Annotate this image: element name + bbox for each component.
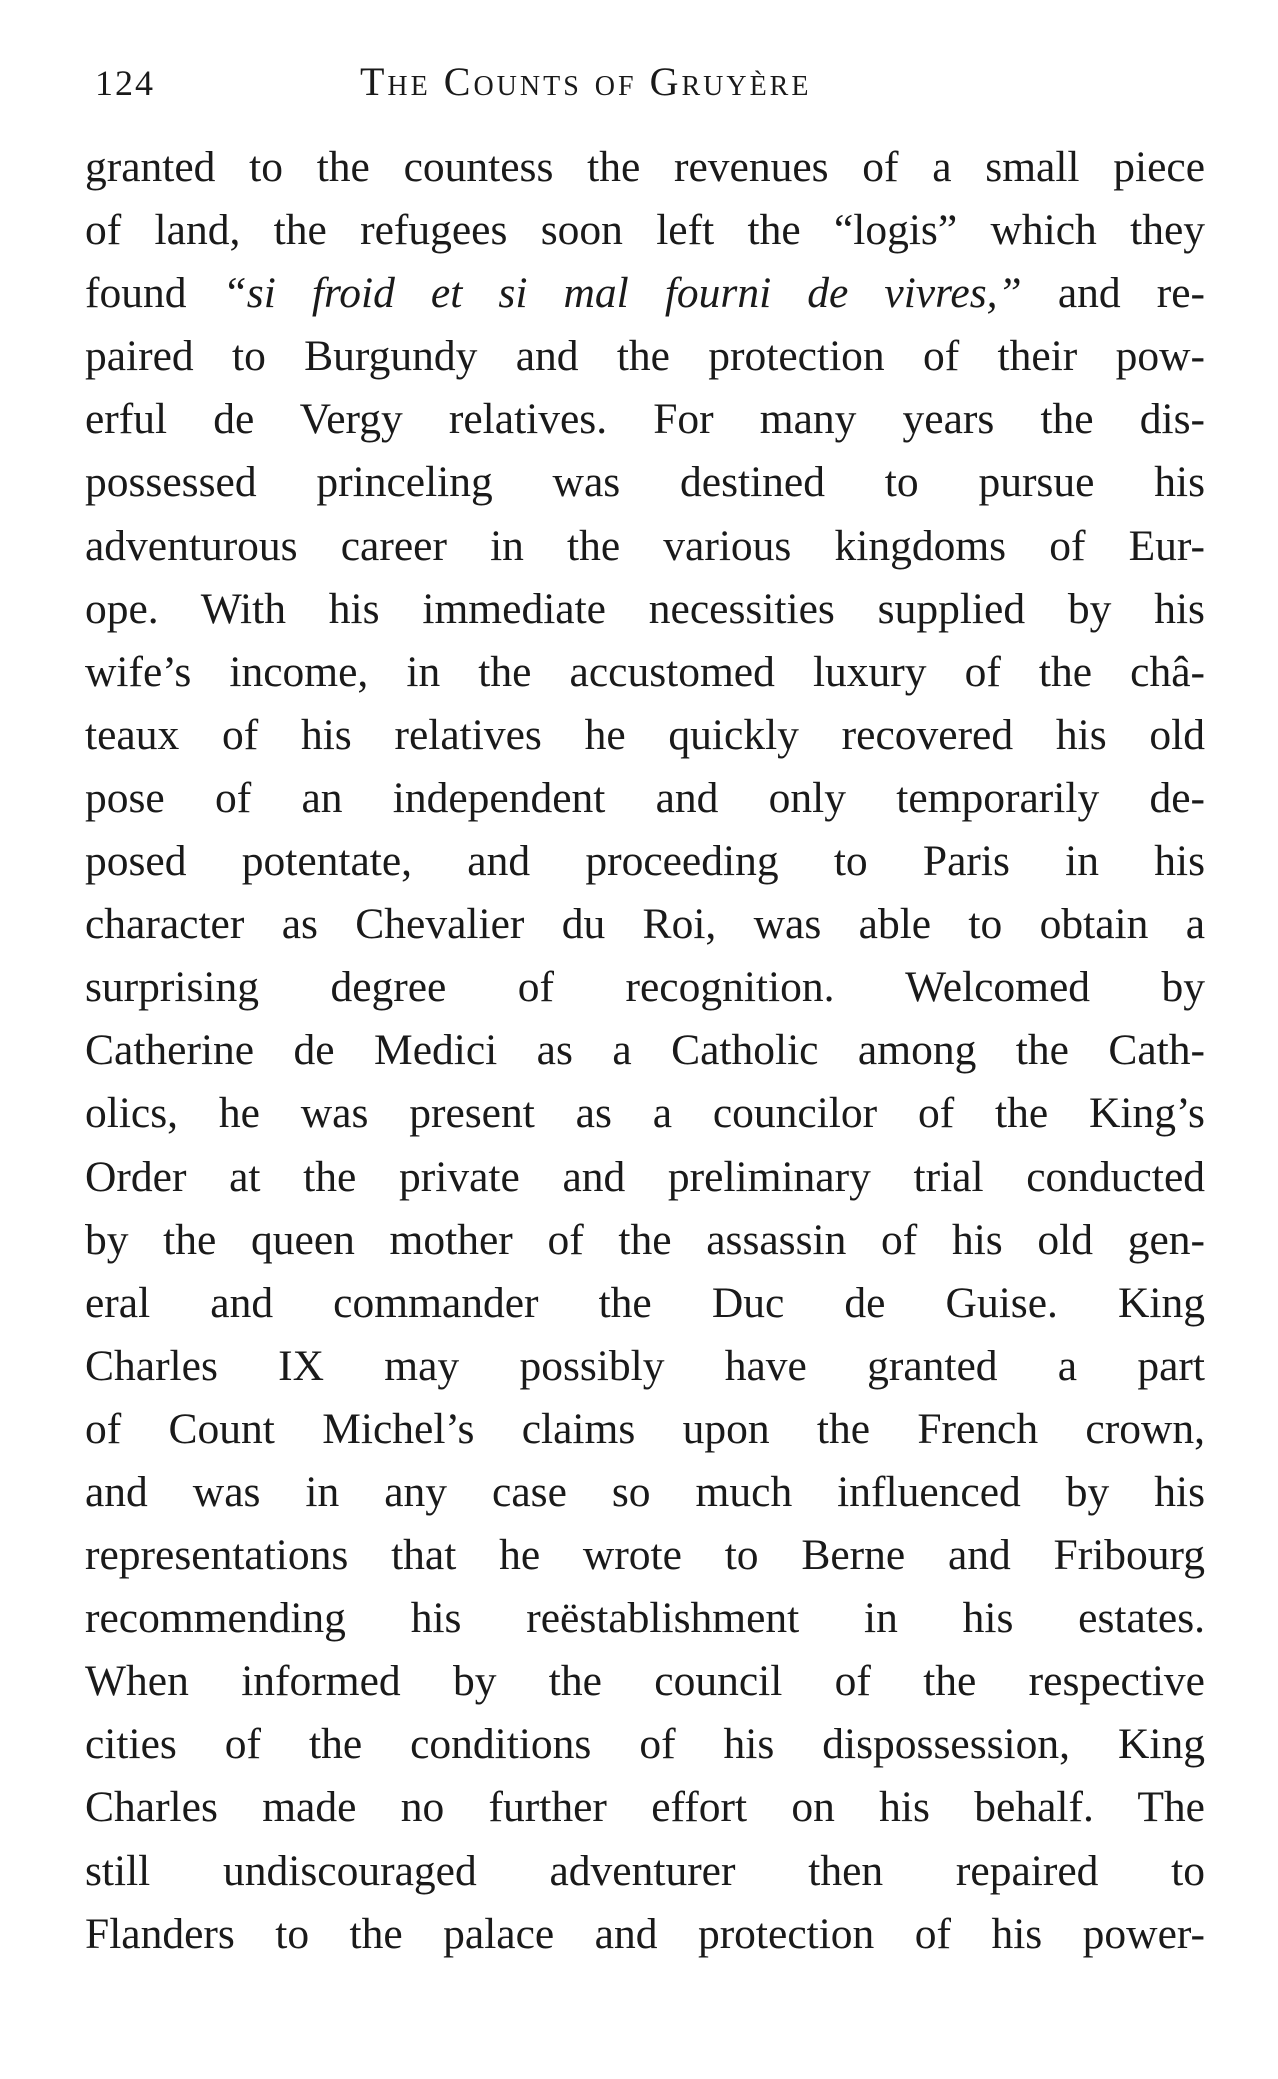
text-line: possessed princeling was destined to pursue his <box>85 458 1205 507</box>
text-line: still undiscouraged adventurer then repaired to <box>85 1846 1205 1895</box>
text-line: by the queen mother of the assassin of his old gen- <box>85 1215 1205 1264</box>
text-line: teaux of his relatives he quickly recovered his old <box>85 710 1205 759</box>
text-line: Charles IX may possibly have granted a part <box>85 1341 1205 1390</box>
text-line: recommending his reëstablishment in his estates. <box>85 1594 1205 1643</box>
text-line: erful de Vergy relatives. For many years the dis- <box>85 395 1205 444</box>
italic-quotation: “si froid et si mal fourni de vivres,” <box>222 269 1022 318</box>
text-line: and was in any case so much influenced by his <box>85 1467 1205 1516</box>
text-line: olics, he was present as a councilor of the King’s <box>85 1089 1205 1138</box>
text-line: Catherine de Medici as a Catholic among the Cath- <box>85 1026 1205 1075</box>
text-line: ope. With his immediate necessities supplied by his <box>85 584 1205 633</box>
text-segment: and re- <box>1021 269 1205 318</box>
text-line: Charles made no further effort on his behalf. The <box>85 1783 1205 1832</box>
text-line: adventurous career in the various kingdoms of Eur- <box>85 521 1205 570</box>
text-line: Order at the private and preliminary trial conducted <box>85 1152 1205 1201</box>
text-line: eral and commander the Duc de Guise. King <box>85 1278 1205 1327</box>
text-line: When informed by the council of the respective <box>85 1657 1205 1706</box>
text-line: surprising degree of recognition. Welcomed by <box>85 963 1205 1012</box>
text-line: granted to the countess the revenues of a small piece <box>85 143 1205 191</box>
text-line: of Count Michel’s claims upon the French crown, <box>85 1404 1205 1453</box>
running-header <box>95 58 1205 128</box>
page-number: 124 <box>95 63 155 103</box>
text-line: paired to Burgundy and the protection of their pow- <box>85 332 1205 381</box>
text-segment: found <box>85 269 223 318</box>
text-line: Flanders to the palace and protection of his power- <box>85 1909 1205 1958</box>
running-head-title: The Counts of Gruyère <box>360 59 812 104</box>
text-line: posed potentate, and proceeding to Paris in his <box>85 837 1205 886</box>
text-line: of land, the refugees soon left the “logis” which they <box>85 206 1205 255</box>
text-line: representations that he wrote to Berne and Fribourg <box>85 1531 1205 1580</box>
text-line <box>85 262 1205 325</box>
text-line: wife’s income, in the accustomed luxury of the châ- <box>85 647 1205 696</box>
text-line: cities of the conditions of his dispossession, King <box>85 1720 1205 1769</box>
body-text <box>85 136 1205 1966</box>
text-line: pose of an independent and only temporarily de- <box>85 773 1205 822</box>
text-line: character as Chevalier du Roi, was able to obtain a <box>85 900 1205 949</box>
